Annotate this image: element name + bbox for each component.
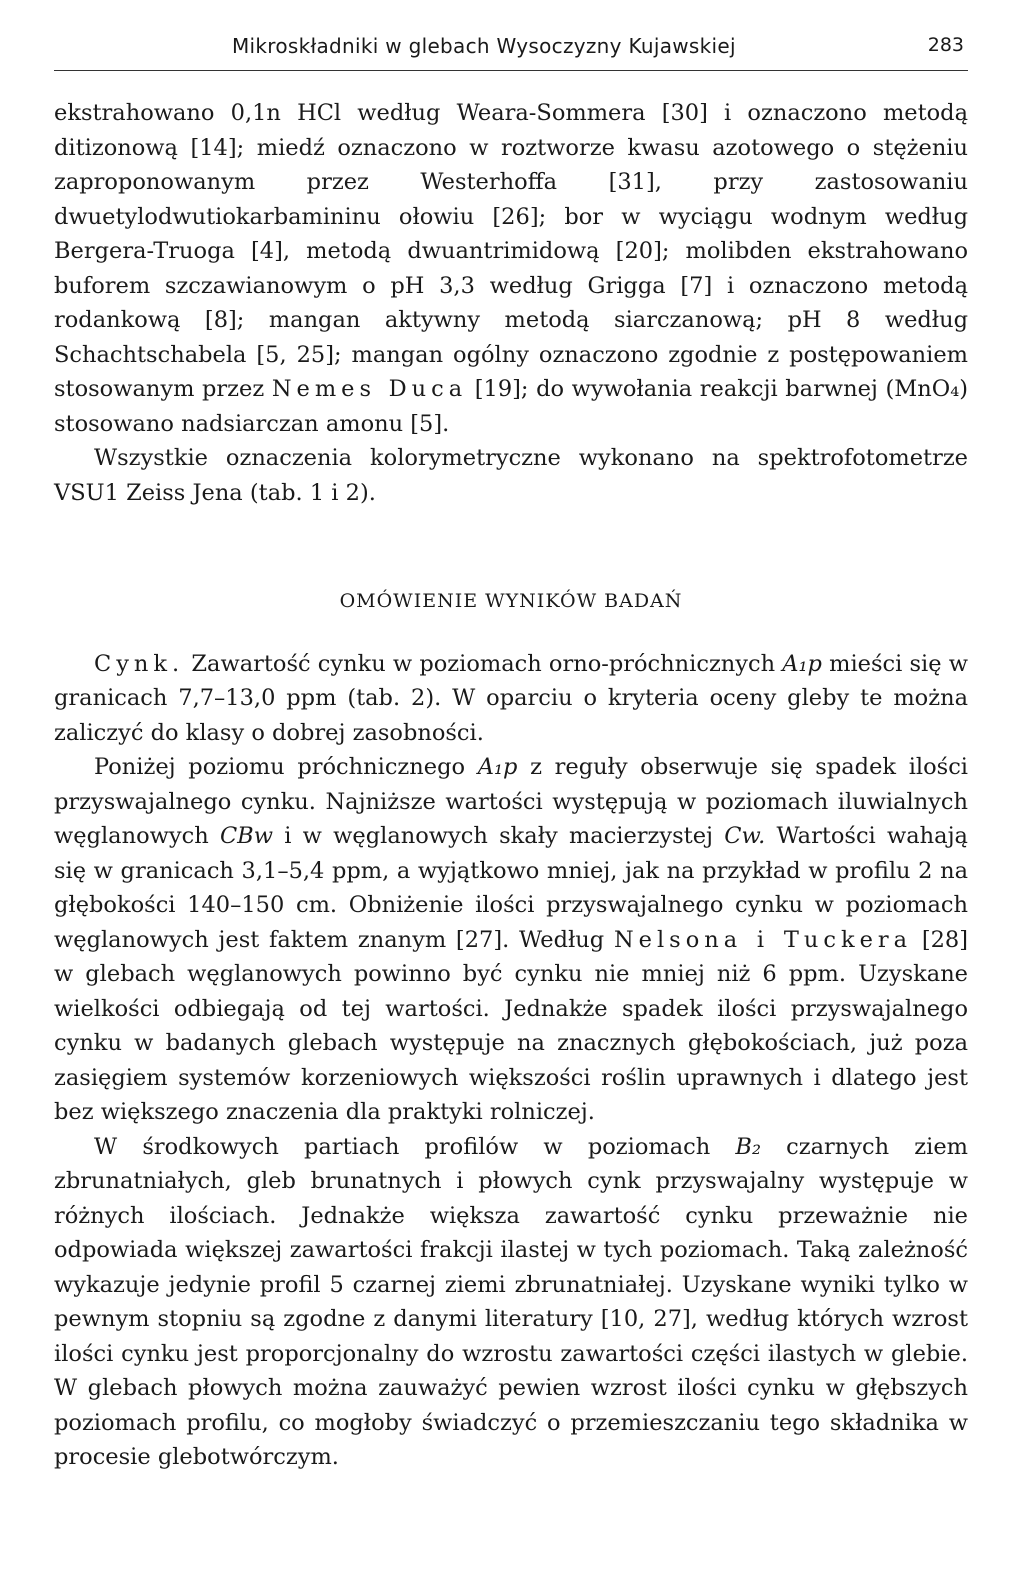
author-name: Nemes Duca bbox=[271, 376, 468, 402]
running-title: Mikroskładniki w glebach Wysoczyzny Kujawskiej bbox=[232, 34, 736, 58]
page bbox=[54, 30, 969, 1470]
subsection-lead: Cynk. bbox=[94, 650, 185, 677]
paragraph-zinc-1: Cynk. Zawartość cynku w poziomach orno-próchnicznych A₁p mieści się w granicach 7,7–13,0 ppm (tab. 2). W oparciu o kryteria oceny gleby te można zaliczyć do klasy o dobrej zasobności. bbox=[54, 650, 969, 746]
paragraph-zinc-3: W środkowych partiach profilów w poziomach B₂ czarnych ziem zbrunatniałych, gleb brunatnych i płowych cynk przyswajalny występuje w różnych ilościach. Jednakże większa zawartość cynku przeważnie nie odpowiada większej zawartości frakcji ilastej w tych poziomach. Taką zależność wykazuje jedynie profil 5 czarnej ziemi zbrunatniałej. Uzyskane wyniki tylko w pewnym stopniu są zgodne z danymi literatury [10, 27], według których wzrost ilości cynku jest proporcjonalny do wzrostu zawartości części ilastych w glebie. W glebach płowych można zauważyć pewien wzrost ilości cynku w głębszych poziomach profilu, co mogłoby świadczyć o przemieszczaniu tego składnika w procesie glebotwórczym. bbox=[54, 1133, 968, 1470]
running-header bbox=[54, 30, 968, 62]
body-text bbox=[54, 96, 968, 1475]
section-heading: OMÓWIENIE WYNIKÓW BADAŃ bbox=[339, 590, 683, 612]
horizon-symbol: B₂ bbox=[735, 1133, 761, 1160]
paragraph-colorimetry: Wszystkie oznaczenia kolorymetryczne wykonano na spektrofotometrze VSU1 Zeiss Jena (tab. 1 i 2). bbox=[54, 445, 968, 506]
horizon-symbol: A₁p bbox=[477, 754, 518, 780]
author-name: Nelsona i Tuckera bbox=[613, 926, 913, 953]
paragraph-zinc-2: Poniżej poziomu próchnicznego A₁p z reguły obserwuje się spadek ilości przyswajalnego cynku. Najniższe wartości występują w poziomach iluwialnych węglanowych CBw i w węglanowych skały macierzystej Cw. Wartości wahają się w granicach 3,1–5,4 ppm, a wyjątkowo mniej, jak na przykład w profilu 2 na głębokości 140–150 cm. Obniżenie ilości przyswajalnego cynku w poziomach węglanowych jest faktem znanym [27]. Według Nelsona i Tuckera [28] w glebach węglanowych powinno być cynku nie mniej niż 6 ppm. Uzyskane wielkości odbiegają od tej wartości. Jednakże spadek ilości przyswajalnego cynku w badanych glebach występuje na znacznych głębokościach, już poza zasięgiem systemów korzeniowych większości roślin uprawnych i dlatego jest bez większego znaczenia dla praktyki rolniczej. bbox=[54, 754, 968, 1125]
horizon-symbol: CBw bbox=[219, 823, 273, 849]
page-number: 283 bbox=[927, 34, 964, 56]
header-rule bbox=[54, 70, 968, 71]
horizon-symbol: A₁p bbox=[782, 650, 822, 677]
paragraph-methods: ekstrahowano 0,1n HCl według Weara-Sommera [30] i oznaczono metodą ditizonową [14]; miedź oznaczono w roztworze kwasu azotowego o stężeniu zaproponowanym przez Westerhoffa [31], przy zastosowaniu dwuetylodwutiokarbamininu ołowiu [26]; bor w wyciągu wodnym według Bergera-Truoga [4], metodą dwuantrimidową [20]; molibden ekstrahowano buforem szczawianowym o pH 3,3 według Grigga [7] i oznaczono metodą rodankową [8]; mangan aktywny metodą siarczanową; pH 8 według Schachtschabela [5, 25]; mangan ogólny oznaczono zgodnie z postępowaniem stosowanym przez Nemes Duca [19]; do wywołania reakcji barwnej (MnO₄) stosowano nadsiarczan amonu [5]. bbox=[54, 100, 969, 437]
horizon-symbol: Cw. bbox=[724, 823, 766, 849]
